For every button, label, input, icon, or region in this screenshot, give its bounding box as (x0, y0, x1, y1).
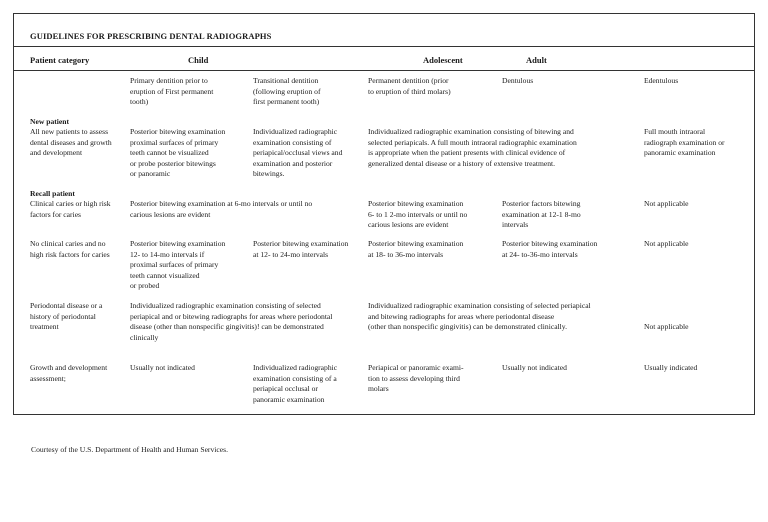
divider-header (14, 70, 754, 71)
recall-no-caries-category: No clinical caries and no high risk factors for caries (30, 239, 110, 259)
header-adolescent: Adolescent (423, 55, 463, 65)
recall-no-caries-primary: Posterior bitewing examination 12- to 14-mo intervals if proximal surfaces of primary teeth cannot visualized or probed (130, 239, 226, 290)
source-note: Courtesy of the U.S. Department of Health and Human Services. (31, 445, 228, 454)
periodontal-adolescent-adult: Individualized radiographic examination consisting of selected periapical and bitewing radiographs for areas where periodontal disease (other than nonspecific gingivitis) can be demonstrated clinically. (368, 301, 591, 331)
header-child: Child (188, 55, 209, 65)
periodontal-category: Periodontal disease or a history of periodontal treatment (30, 301, 103, 331)
header-patient-category: Patient category (30, 55, 90, 65)
recall-no-caries-edentulous: Not applicable (644, 239, 689, 248)
subheader-dentulous: Dentulous (502, 76, 534, 85)
divider-title (14, 46, 754, 47)
recall-no-caries-dentulous: Posterior bitewing examination at 24- to-36-mo intervals (502, 239, 598, 259)
periodontal-child: Individualized radiographic examination consisting of selected periapical and or bitewing radiographs for areas where periodontal disease (other than nonspecific gingivitis)! can be demonstrated clinically (130, 301, 333, 342)
new-patient-transitional: Individualized radiographic examination consisting of periapical/occlusal views and examination and posterior bitewings. (253, 127, 343, 178)
growth-transitional: Individualized radiographic examination consisting of a periapical occlusal or panoramic examination (253, 363, 338, 404)
header-adult: Adult (526, 55, 547, 65)
new-patient-adolescent-adult: Individualized radiographic examination consisting of bitewing and selected periapicals. A full mouth intraoral radiographic examination is appropriate when the patient presents with clinical evidence of generalized dental disease or a history of extensive treatment. (368, 127, 577, 168)
row-heading-new-patient: New patient (30, 117, 70, 126)
subheader-transitional-dentition: Transitional dentition (following eruption of first permanent tooth) (253, 76, 321, 106)
recall-caries-child: Posterior bitewing examination at 6-mo intervals or until no carious lesions are evident (130, 199, 313, 219)
growth-adolescent: Periapical or panoramic exami- tion to assess developing third molars (368, 363, 464, 393)
recall-caries-dentulous: Posterior factors bitewing examination at 12-1 8-mo intervals (502, 199, 581, 229)
new-patient-category: All new patients to assess dental diseases and growth and development (30, 127, 112, 157)
recall-caries-edentulous: Not applicable (644, 199, 689, 208)
growth-primary: Usually not indicated (130, 363, 195, 372)
subheader-primary-dentition: Primary dentition prior to eruption of First permanent tooth) (130, 76, 214, 106)
new-patient-edentulous: Full mouth intraoral radiograph examination or panoramic examination (644, 127, 725, 157)
recall-no-caries-adolescent: Posterior bitewing examination at 18- to 36-mo intervals (368, 239, 464, 259)
recall-caries-adolescent: Posterior bitewing examination 6- to 1 2-mo intervals or until no carious lesions are evident (368, 199, 468, 229)
subheader-edentulous: Edentulous (644, 76, 679, 85)
new-patient-primary: Posterior bitewing examination proximal surfaces of primary teeth cannot be visualized or probe posterior bitewings or panoramic (130, 127, 226, 178)
row-heading-recall-patient: Recall patient (30, 189, 75, 198)
table-title: GUIDELINES FOR PRESCRIBING DENTAL RADIOGRAPHS (30, 31, 272, 41)
subheader-permanent-dentition: Permanent dentition (prior to eruption of third molars) (368, 76, 451, 96)
recall-no-caries-transitional: Posterior bitewing examination at 12- to 24-mo intervals (253, 239, 349, 259)
growth-dentulous: Usually not indicated (502, 363, 567, 372)
growth-edentulous: Usually indicated (644, 363, 698, 372)
recall-caries-category: Clinical caries or high risk factors for caries (30, 199, 111, 219)
periodontal-edentulous: Not applicable (644, 322, 689, 331)
growth-category: Growth and development assessment; (30, 363, 108, 383)
